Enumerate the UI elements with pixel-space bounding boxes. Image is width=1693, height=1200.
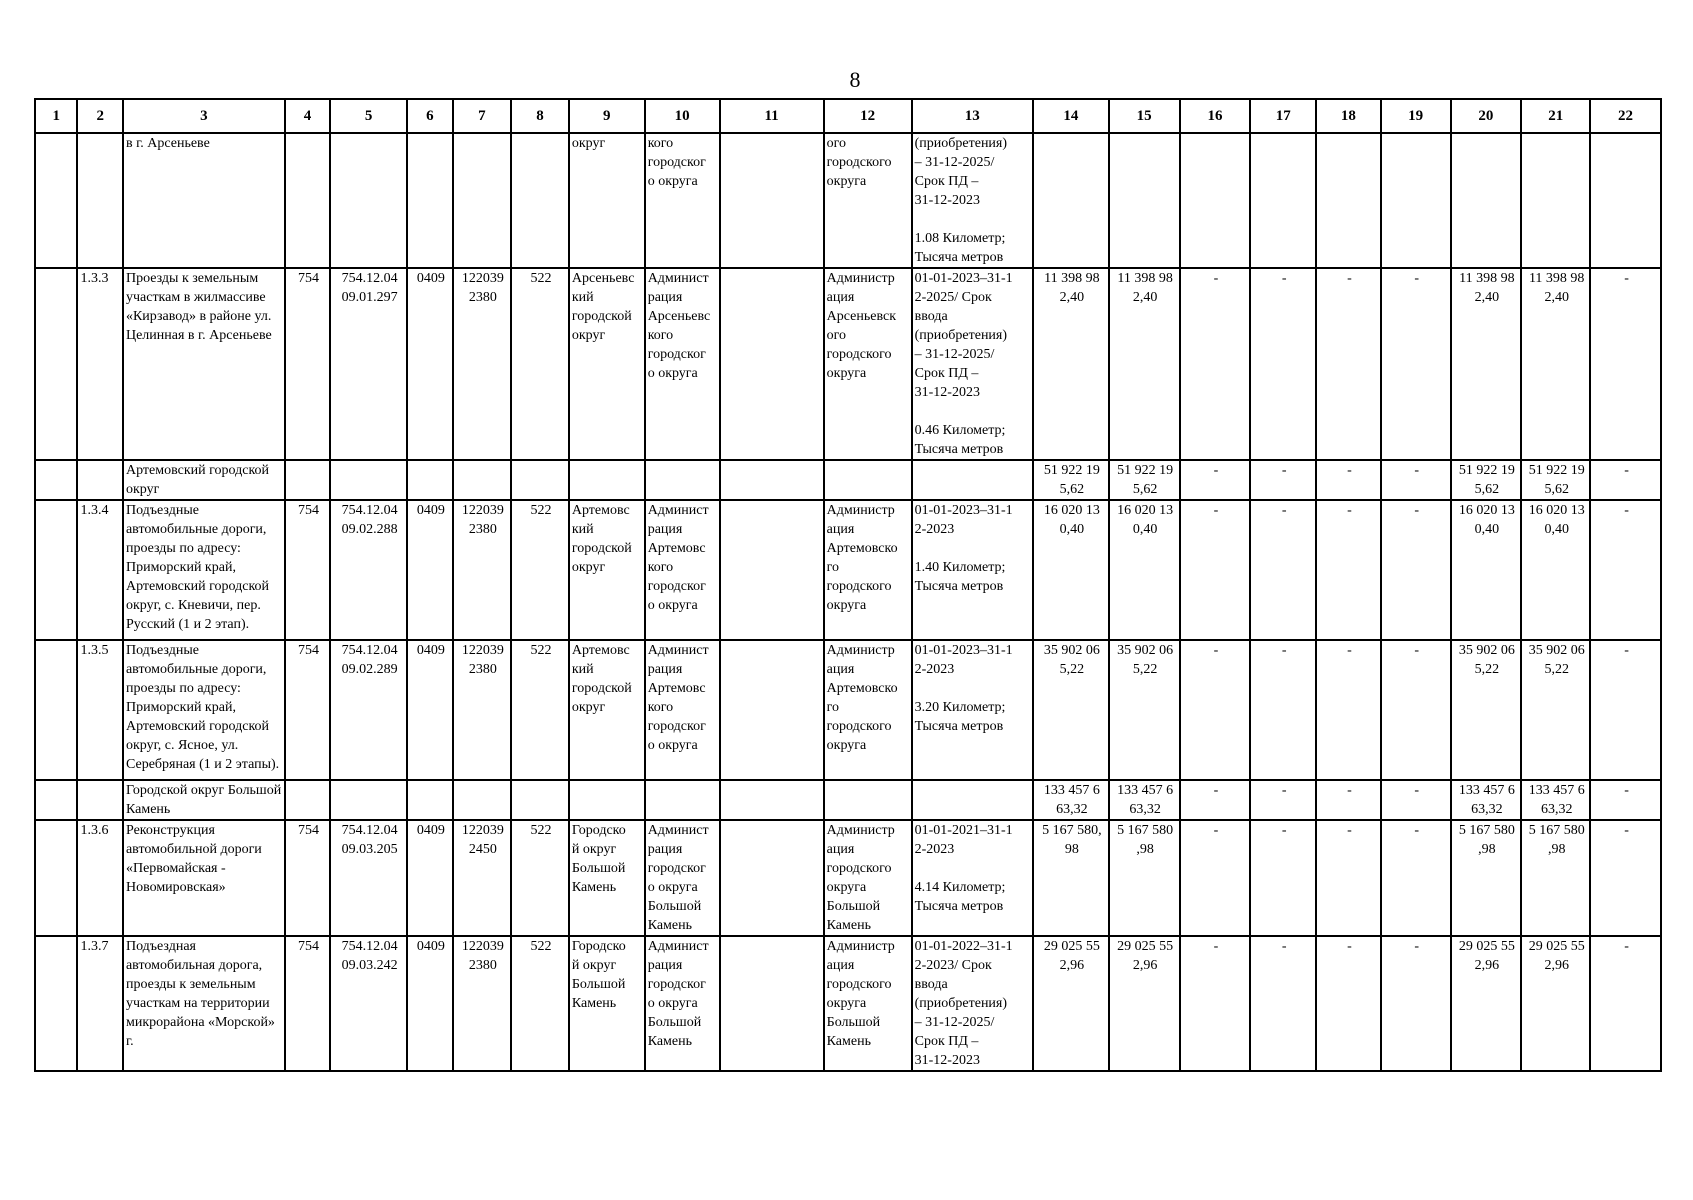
col-header: 10 (645, 99, 720, 133)
cell-col-14: 29 025 55 2,96 (1033, 936, 1109, 1071)
table-row (35, 133, 1661, 268)
cell-col-14: 133 457 6 63,32 (1033, 780, 1109, 820)
cell-col-16 (1180, 133, 1251, 268)
cell-col-12: Администр ация Артемовско го городского округа (824, 500, 912, 640)
col-header: 4 (285, 99, 331, 133)
cell-col-8 (511, 780, 569, 820)
col-header: 14 (1033, 99, 1109, 133)
cell-col-14: 5 167 580, 98 (1033, 820, 1109, 936)
cell-col-7: 122039 2380 (453, 640, 512, 780)
cell-col-15: 35 902 06 5,22 (1109, 640, 1180, 780)
cell-col-11 (720, 936, 824, 1071)
cell-col-12: Администр ация городского округа Большой Камень (824, 936, 912, 1071)
cell-col-5: 754.12.04 09.02.288 (330, 500, 407, 640)
col-header: 9 (569, 99, 645, 133)
cell-col-21: 51 922 19 5,62 (1521, 460, 1590, 500)
cell-col-9 (569, 780, 645, 820)
cell-col-1 (35, 460, 77, 500)
cell-col-13: 01-01-2021–31-1 2-2023 4.14 Километр; Тысяча метров (912, 820, 1033, 936)
cell-col-6: 0409 (407, 820, 453, 936)
cell-col-18: - (1316, 268, 1381, 460)
cell-col-22: - (1590, 640, 1661, 780)
cell-col-18: - (1316, 460, 1381, 500)
cell-col-22: - (1590, 500, 1661, 640)
cell-col-3: Артемовский городской округ (123, 460, 285, 500)
column-number-row (35, 99, 1661, 133)
cell-col-16: - (1180, 268, 1251, 460)
cell-col-10 (645, 780, 720, 820)
col-header: 3 (123, 99, 285, 133)
cell-col-20: 35 902 06 5,22 (1451, 640, 1522, 780)
cell-col-19: - (1381, 820, 1451, 936)
cell-col-17: - (1250, 780, 1316, 820)
table-row (35, 820, 1661, 936)
cell-col-2 (77, 780, 123, 820)
cell-col-22: - (1590, 460, 1661, 500)
cell-col-12 (824, 460, 912, 500)
col-header: 18 (1316, 99, 1381, 133)
cell-col-8: 522 (511, 820, 569, 936)
cell-col-21: 29 025 55 2,96 (1521, 936, 1590, 1071)
cell-col-6 (407, 460, 453, 500)
cell-col-7: 122039 2450 (453, 820, 512, 936)
cell-col-12: Администр ация Артемовско го городского округа (824, 640, 912, 780)
cell-col-15: 51 922 19 5,62 (1109, 460, 1180, 500)
cell-col-2: 1.3.6 (77, 820, 123, 936)
cell-col-5 (330, 780, 407, 820)
cell-col-12: Администр ация Арсеньевск ого городского округа (824, 268, 912, 460)
cell-col-14: 51 922 19 5,62 (1033, 460, 1109, 500)
cell-col-9: Городско й округ Большой Камень (569, 820, 645, 936)
cell-col-19: - (1381, 936, 1451, 1071)
cell-col-10: Админист рация Артемовс кого городског о округа (645, 640, 720, 780)
cell-col-18 (1316, 133, 1381, 268)
cell-col-3: Подъездные автомобильные дороги, проезды по адресу: Приморский край, Артемовский городской округ, с. Ясное, ул. Серебряная (1 и 2 этапы). (123, 640, 285, 780)
cell-col-13: 01-01-2023–31-1 2-2025/ Срок ввода (приобретения) – 31-12-2025/ Срок ПД – 31-12-2023 0.46 Километр; Тысяча метров (912, 268, 1033, 460)
cell-col-12 (824, 780, 912, 820)
cell-col-16: - (1180, 936, 1251, 1071)
cell-col-9: Артемовс кий городской округ (569, 640, 645, 780)
cell-col-6 (407, 780, 453, 820)
cell-col-15: 5 167 580 ,98 (1109, 820, 1180, 936)
cell-col-15: 16 020 13 0,40 (1109, 500, 1180, 640)
cell-col-11 (720, 268, 824, 460)
cell-col-1 (35, 640, 77, 780)
cell-col-12: Администр ация городского округа Большой Камень (824, 820, 912, 936)
cell-col-16: - (1180, 640, 1251, 780)
cell-col-18: - (1316, 500, 1381, 640)
cell-col-13: (приобретения) – 31-12-2025/ Срок ПД – 31-12-2023 1.08 Километр; Тысяча метров (912, 133, 1033, 268)
cell-col-13 (912, 460, 1033, 500)
cell-col-1 (35, 500, 77, 640)
cell-col-14: 35 902 06 5,22 (1033, 640, 1109, 780)
cell-col-10: Админист рация Арсеньевс кого городског о округа (645, 268, 720, 460)
cell-col-19: - (1381, 460, 1451, 500)
cell-col-7 (453, 460, 512, 500)
table-row (35, 460, 1661, 500)
cell-col-11 (720, 460, 824, 500)
cell-col-6 (407, 133, 453, 268)
cell-col-7 (453, 780, 512, 820)
cell-col-4 (285, 460, 331, 500)
col-header: 5 (330, 99, 407, 133)
col-header: 20 (1451, 99, 1522, 133)
cell-col-21 (1521, 133, 1590, 268)
cell-col-2 (77, 460, 123, 500)
cell-col-6: 0409 (407, 640, 453, 780)
cell-col-19: - (1381, 640, 1451, 780)
cell-col-21: 5 167 580 ,98 (1521, 820, 1590, 936)
cell-col-22: - (1590, 936, 1661, 1071)
cell-col-17: - (1250, 936, 1316, 1071)
cell-col-7 (453, 133, 512, 268)
cell-col-2: 1.3.4 (77, 500, 123, 640)
cell-col-20: 16 020 13 0,40 (1451, 500, 1522, 640)
cell-col-5 (330, 133, 407, 268)
cell-col-5: 754.12.04 09.01.297 (330, 268, 407, 460)
cell-col-1 (35, 268, 77, 460)
cell-col-11 (720, 133, 824, 268)
cell-col-10: Админист рация городског о округа Большой Камень (645, 820, 720, 936)
table-row (35, 640, 1661, 780)
cell-col-15: 29 025 55 2,96 (1109, 936, 1180, 1071)
cell-col-9: Артемовс кий городской округ (569, 500, 645, 640)
col-header: 2 (77, 99, 123, 133)
table-row (35, 936, 1661, 1071)
col-header: 6 (407, 99, 453, 133)
cell-col-2 (77, 133, 123, 268)
cell-col-6: 0409 (407, 268, 453, 460)
cell-col-1 (35, 780, 77, 820)
cell-col-9: Городско й округ Большой Камень (569, 936, 645, 1071)
cell-col-5: 754.12.04 09.03.205 (330, 820, 407, 936)
cell-col-3: Подъездная автомобильная дорога, проезды к земельным участкам на территории микрорайона «Морской» г. (123, 936, 285, 1071)
cell-col-4 (285, 133, 331, 268)
cell-col-7: 122039 2380 (453, 936, 512, 1071)
cell-col-13: 01-01-2023–31-1 2-2023 3.20 Километр; Тысяча метров (912, 640, 1033, 780)
col-header: 17 (1250, 99, 1316, 133)
cell-col-6: 0409 (407, 936, 453, 1071)
cell-col-13: 01-01-2022–31-1 2-2023/ Срок ввода (приобретения) – 31-12-2025/ Срок ПД – 31-12-2023 (912, 936, 1033, 1071)
cell-col-20: 11 398 98 2,40 (1451, 268, 1522, 460)
cell-col-11 (720, 820, 824, 936)
cell-col-10: Админист рация городског о округа Большой Камень (645, 936, 720, 1071)
cell-col-15: 133 457 6 63,32 (1109, 780, 1180, 820)
cell-col-11 (720, 640, 824, 780)
cell-col-17: - (1250, 460, 1316, 500)
table-row (35, 268, 1661, 460)
table-row (35, 500, 1661, 640)
cell-col-22: - (1590, 780, 1661, 820)
cell-col-1 (35, 820, 77, 936)
cell-col-18: - (1316, 640, 1381, 780)
cell-col-17: - (1250, 640, 1316, 780)
page-number: 8 (849, 67, 861, 92)
cell-col-8: 522 (511, 268, 569, 460)
cell-col-16: - (1180, 820, 1251, 936)
cell-col-8: 522 (511, 936, 569, 1071)
cell-col-20 (1451, 133, 1522, 268)
cell-col-10 (645, 460, 720, 500)
col-header: 16 (1180, 99, 1251, 133)
cell-col-16: - (1180, 500, 1251, 640)
cell-col-13: 01-01-2023–31-1 2-2023 1.40 Километр; Тысяча метров (912, 500, 1033, 640)
cell-col-16: - (1180, 460, 1251, 500)
cell-col-12: ого городского округа (824, 133, 912, 268)
cell-col-3: Реконструкция автомобильной дороги «Первомайская - Новомировская» (123, 820, 285, 936)
cell-col-5: 754.12.04 09.02.289 (330, 640, 407, 780)
cell-col-13 (912, 780, 1033, 820)
cell-col-10: кого городског о округа (645, 133, 720, 268)
cell-col-2: 1.3.7 (77, 936, 123, 1071)
table-row (35, 780, 1661, 820)
cell-col-4: 754 (285, 268, 331, 460)
cell-col-20: 51 922 19 5,62 (1451, 460, 1522, 500)
cell-col-14: 11 398 98 2,40 (1033, 268, 1109, 460)
cell-col-2: 1.3.3 (77, 268, 123, 460)
col-header: 13 (912, 99, 1033, 133)
cell-col-17: - (1250, 268, 1316, 460)
cell-col-17: - (1250, 820, 1316, 936)
cell-col-4: 754 (285, 500, 331, 640)
cell-col-7: 122039 2380 (453, 268, 512, 460)
cell-col-8 (511, 460, 569, 500)
cell-col-9: округ (569, 133, 645, 268)
cell-col-2: 1.3.5 (77, 640, 123, 780)
col-header: 8 (511, 99, 569, 133)
cell-col-7: 122039 2380 (453, 500, 512, 640)
col-header: 15 (1109, 99, 1180, 133)
col-header: 22 (1590, 99, 1661, 133)
cell-col-20: 5 167 580 ,98 (1451, 820, 1522, 936)
cell-col-10: Админист рация Артемовс кого городског о округа (645, 500, 720, 640)
cell-col-3: Подъездные автомобильные дороги, проезды по адресу: Приморский край, Артемовский городской округ, с. Кневичи, пер. Русский (1 и 2 этап). (123, 500, 285, 640)
cell-col-22: - (1590, 268, 1661, 460)
cell-col-20: 133 457 6 63,32 (1451, 780, 1522, 820)
cell-col-9: Арсеньевс кий городской округ (569, 268, 645, 460)
cell-col-11 (720, 500, 824, 640)
col-header: 19 (1381, 99, 1451, 133)
cell-col-21: 133 457 6 63,32 (1521, 780, 1590, 820)
cell-col-21: 35 902 06 5,22 (1521, 640, 1590, 780)
cell-col-19 (1381, 133, 1451, 268)
cell-col-18: - (1316, 820, 1381, 936)
cell-col-18: - (1316, 936, 1381, 1071)
cell-col-4: 754 (285, 640, 331, 780)
cell-col-8 (511, 133, 569, 268)
cell-col-18: - (1316, 780, 1381, 820)
cell-col-3: в г. Арсеньеве (123, 133, 285, 268)
cell-col-22: - (1590, 820, 1661, 936)
col-header: 1 (35, 99, 77, 133)
cell-col-15 (1109, 133, 1180, 268)
cell-col-3: Проезды к земельным участкам в жилмассиве «Кирзавод» в районе ул. Целинная в г. Арсеньеве (123, 268, 285, 460)
cell-col-15: 11 398 98 2,40 (1109, 268, 1180, 460)
cell-col-1 (35, 133, 77, 268)
cell-col-19: - (1381, 268, 1451, 460)
cell-col-1 (35, 936, 77, 1071)
cell-col-14 (1033, 133, 1109, 268)
cell-col-3: Городской округ Большой Камень (123, 780, 285, 820)
cell-col-8: 522 (511, 640, 569, 780)
cell-col-16: - (1180, 780, 1251, 820)
cell-col-14: 16 020 13 0,40 (1033, 500, 1109, 640)
col-header: 11 (720, 99, 824, 133)
col-header: 7 (453, 99, 512, 133)
cell-col-20: 29 025 55 2,96 (1451, 936, 1522, 1071)
cell-col-17 (1250, 133, 1316, 268)
cell-col-4 (285, 780, 331, 820)
cell-col-19: - (1381, 500, 1451, 640)
cell-col-4: 754 (285, 936, 331, 1071)
cell-col-5: 754.12.04 09.03.242 (330, 936, 407, 1071)
col-header: 21 (1521, 99, 1590, 133)
cell-col-17: - (1250, 500, 1316, 640)
col-header: 12 (824, 99, 912, 133)
cell-col-21: 16 020 13 0,40 (1521, 500, 1590, 640)
cell-col-11 (720, 780, 824, 820)
cell-col-19: - (1381, 780, 1451, 820)
cell-col-8: 522 (511, 500, 569, 640)
cell-col-5 (330, 460, 407, 500)
cell-col-9 (569, 460, 645, 500)
cell-col-6: 0409 (407, 500, 453, 640)
program-table (34, 98, 1662, 1072)
cell-col-21: 11 398 98 2,40 (1521, 268, 1590, 460)
cell-col-22 (1590, 133, 1661, 268)
cell-col-4: 754 (285, 820, 331, 936)
